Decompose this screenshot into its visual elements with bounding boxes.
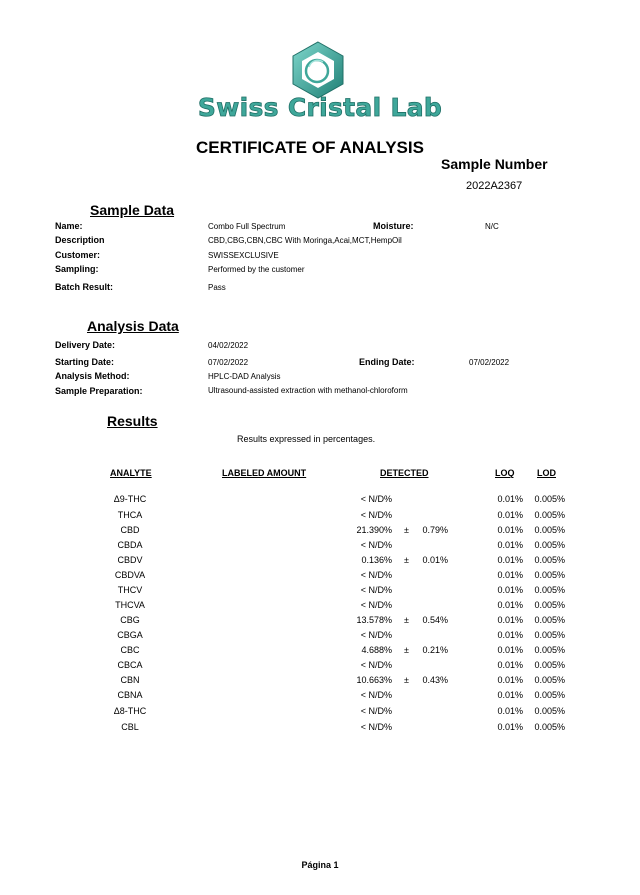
batch-result-value: Pass	[208, 283, 226, 292]
analysis-method-label: Analysis Method:	[55, 371, 130, 381]
col-loq: LOQ	[495, 468, 515, 478]
loq-cell: 0.01%	[497, 722, 523, 732]
plus-minus-sign: ±	[404, 675, 409, 685]
analyte-cell: CBDVA	[114, 570, 146, 580]
detected-cell: < N/D%	[360, 510, 392, 520]
analyte-cell: Δ9-THC	[113, 494, 147, 504]
starting-date-label: Starting Date:	[55, 357, 115, 367]
document-title: CERTIFICATE OF ANALYSIS	[196, 138, 424, 157]
loq-cell: 0.01%	[497, 585, 523, 595]
uncertainty-cell: 0.01%	[422, 555, 448, 565]
detected-cell: 21.390%	[356, 525, 392, 535]
loq-cell: 0.01%	[497, 540, 523, 550]
sample-preparation-label: Sample Preparation:	[55, 386, 143, 396]
description-label: Description	[55, 235, 105, 245]
sample-number-value: 2022A2367	[466, 180, 523, 192]
lod-cell: 0.005%	[534, 570, 565, 580]
analyte-cell: CBDV	[117, 555, 143, 565]
results-note: Results expressed in percentages.	[237, 434, 376, 444]
analysis-method-value: HPLC-DAD Analysis	[208, 372, 281, 381]
moisture-label: Moisture:	[373, 221, 414, 231]
detected-cell: < N/D%	[360, 660, 392, 670]
col-detected: DETECTED	[380, 468, 429, 478]
lod-cell: 0.005%	[534, 510, 565, 520]
lod-cell: 0.005%	[534, 722, 565, 732]
detected-cell: < N/D%	[360, 494, 392, 504]
page-footer: Página 1	[301, 860, 339, 870]
detected-cell: < N/D%	[360, 585, 392, 595]
analyte-cell: CBDA	[117, 540, 143, 550]
lod-cell: 0.005%	[534, 675, 565, 685]
detected-cell: < N/D%	[360, 630, 392, 640]
analysis-data-heading: Analysis Data	[87, 318, 179, 334]
detected-cell: 4.688%	[361, 645, 392, 655]
sample-number-label: Sample Number	[441, 156, 548, 172]
ending-date-value: 07/02/2022	[469, 358, 510, 367]
loq-cell: 0.01%	[497, 555, 523, 565]
analyte-cell: CBD	[120, 525, 140, 535]
lod-cell: 0.005%	[534, 630, 565, 640]
analyte-cell: THCVA	[115, 600, 145, 610]
detected-cell: < N/D%	[360, 570, 392, 580]
hexagon-crystal-icon	[290, 40, 346, 100]
analyte-cell: CBCA	[117, 660, 143, 670]
analyte-cell: Δ8-THC	[113, 706, 147, 716]
delivery-date-value: 04/02/2022	[208, 341, 249, 350]
lod-cell: 0.005%	[534, 706, 565, 716]
analyte-cell: CBG	[120, 615, 140, 625]
customer-value: SWISSEXCLUSIVE	[208, 251, 279, 260]
description-value: CBD,CBG,CBN,CBC With Moringa,Acai,MCT,HempOil	[208, 236, 402, 245]
lod-cell: 0.005%	[534, 540, 565, 550]
detected-cell: < N/D%	[360, 706, 392, 716]
analyte-cell: THCA	[117, 510, 143, 520]
lod-cell: 0.005%	[534, 585, 565, 595]
name-value: Combo Full Spectrum	[208, 222, 286, 231]
uncertainty-cell: 0.21%	[422, 645, 448, 655]
uncertainty-cell: 0.54%	[422, 615, 448, 625]
brand-logo	[196, 92, 444, 122]
col-analyte: ANALYTE	[110, 468, 152, 478]
sample-data-heading: Sample Data	[90, 202, 175, 218]
plus-minus-sign: ±	[404, 525, 409, 535]
uncertainty-cell: 0.43%	[422, 675, 448, 685]
analyte-cell: CBC	[120, 645, 140, 655]
loq-cell: 0.01%	[497, 630, 523, 640]
lod-cell: 0.005%	[534, 525, 565, 535]
uncertainty-cell: 0.79%	[422, 525, 448, 535]
lod-cell: 0.005%	[534, 615, 565, 625]
detected-cell: < N/D%	[360, 722, 392, 732]
detected-cell: 10.663%	[356, 675, 392, 685]
detected-cell: < N/D%	[360, 600, 392, 610]
brand-name: Swiss Cristal Lab	[197, 93, 443, 122]
loq-cell: 0.01%	[497, 510, 523, 520]
analyte-cell: THCV	[117, 585, 143, 595]
loq-cell: 0.01%	[497, 525, 523, 535]
plus-minus-sign: ±	[404, 555, 409, 565]
sample-preparation-value: Ultrasound-assisted extraction with methanol-chloroform	[208, 386, 408, 395]
starting-date-value: 07/02/2022	[208, 358, 249, 367]
sampling-label: Sampling:	[55, 264, 99, 274]
batch-result-label: Batch Result:	[55, 282, 114, 292]
lod-cell: 0.005%	[534, 555, 565, 565]
lod-cell: 0.005%	[534, 645, 565, 655]
loq-cell: 0.01%	[497, 570, 523, 580]
sampling-value: Performed by the customer	[208, 265, 305, 274]
loq-cell: 0.01%	[497, 660, 523, 670]
name-label: Name:	[55, 221, 83, 231]
moisture-value: N/C	[485, 222, 499, 231]
customer-label: Customer:	[55, 250, 101, 260]
detected-cell: < N/D%	[360, 690, 392, 700]
detected-cell: 13.578%	[356, 615, 392, 625]
analyte-cell: CBL	[121, 722, 139, 732]
lod-cell: 0.005%	[534, 660, 565, 670]
lod-cell: 0.005%	[534, 600, 565, 610]
detected-cell: < N/D%	[360, 540, 392, 550]
loq-cell: 0.01%	[497, 615, 523, 625]
lod-cell: 0.005%	[534, 494, 565, 504]
analyte-cell: CBGA	[117, 630, 143, 640]
lod-cell: 0.005%	[534, 690, 565, 700]
analyte-cell: CBN	[120, 675, 140, 685]
analyte-cell: CBNA	[117, 690, 143, 700]
loq-cell: 0.01%	[497, 706, 523, 716]
ending-date-label: Ending Date:	[359, 357, 415, 367]
loq-cell: 0.01%	[497, 690, 523, 700]
plus-minus-sign: ±	[404, 615, 409, 625]
col-labeled-amount: LABELED AMOUNT	[222, 468, 307, 478]
results-heading: Results	[107, 413, 158, 429]
loq-cell: 0.01%	[497, 494, 523, 504]
loq-cell: 0.01%	[497, 675, 523, 685]
plus-minus-sign: ±	[404, 645, 409, 655]
loq-cell: 0.01%	[497, 645, 523, 655]
delivery-date-label: Delivery Date:	[55, 340, 116, 350]
loq-cell: 0.01%	[497, 600, 523, 610]
col-lod: LOD	[537, 468, 556, 478]
detected-cell: 0.136%	[361, 555, 392, 565]
